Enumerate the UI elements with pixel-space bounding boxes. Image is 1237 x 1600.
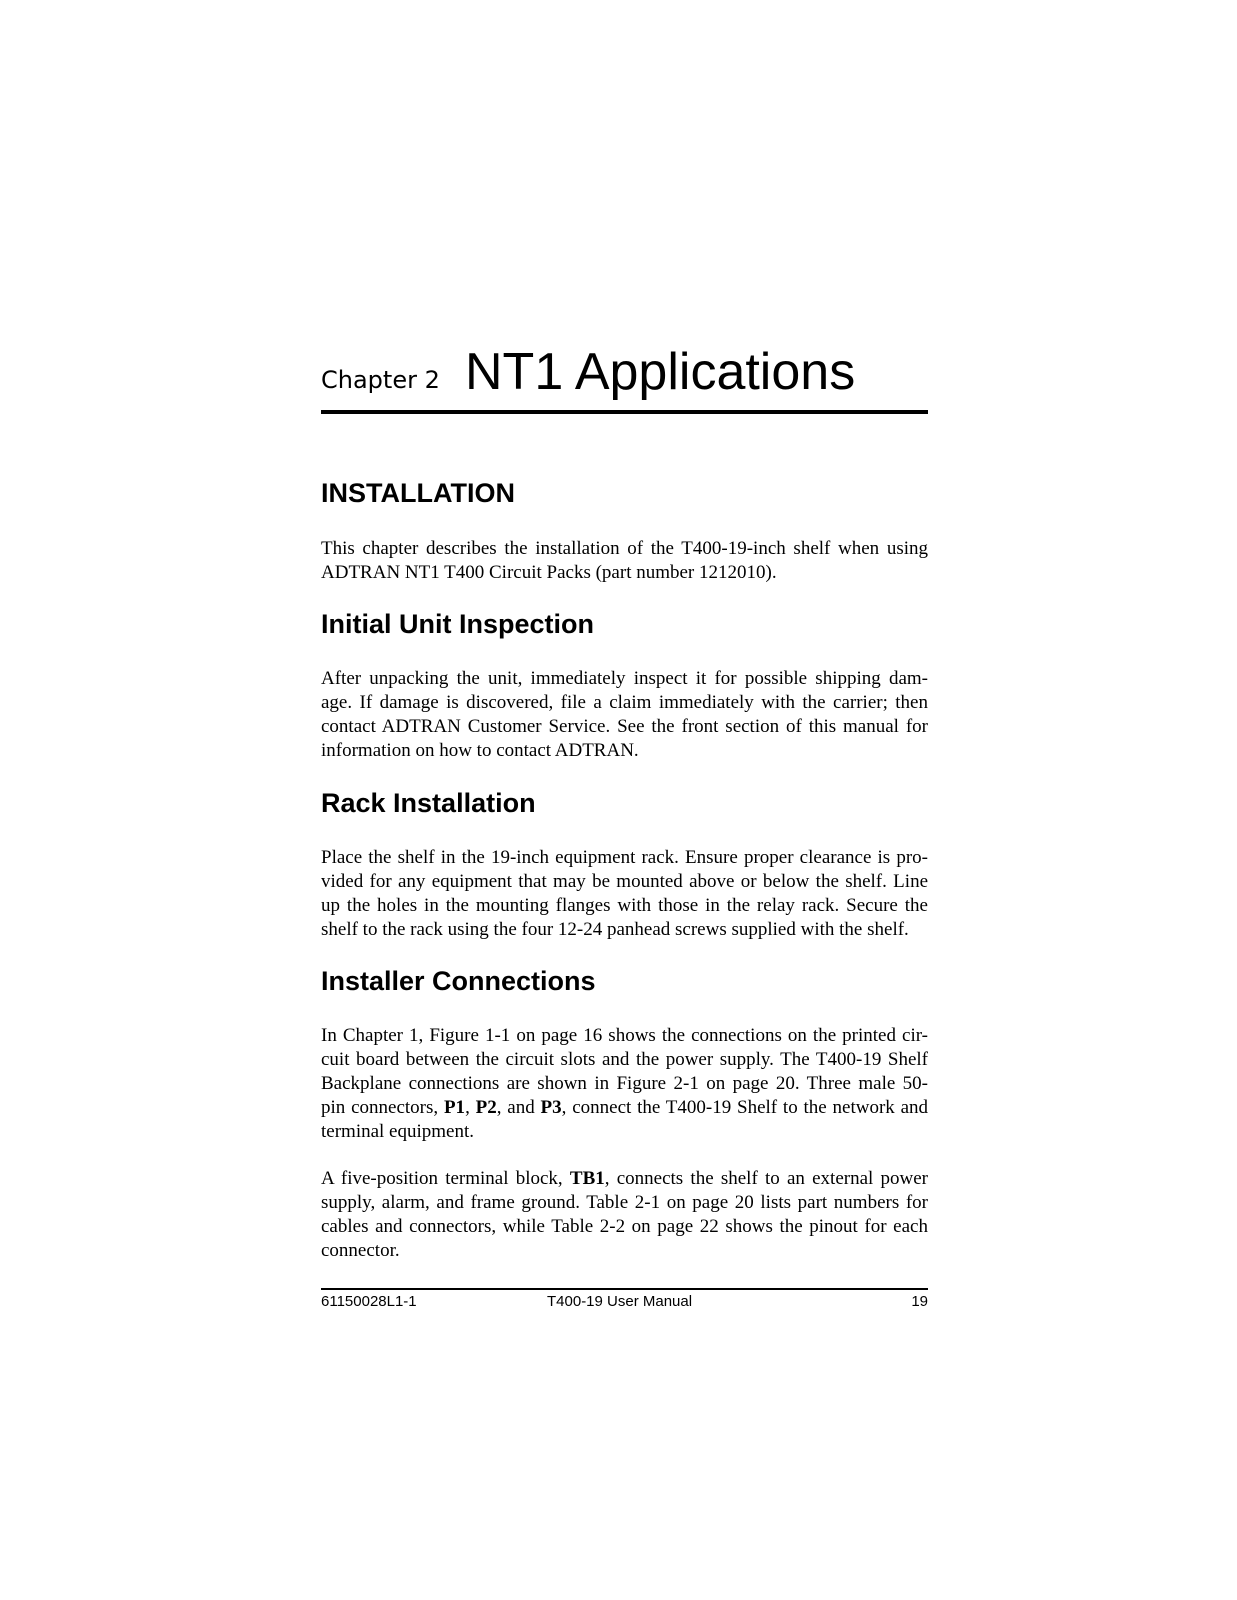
text-line: In Chapter 1, Figure 1-1 on page 16 shows the connections on the printed cir- (321, 1025, 928, 1046)
section-heading-installation: INSTALLATION (321, 478, 515, 508)
text-run: , and (496, 1097, 541, 1118)
text-line: Place the shelf in the 19-inch equipment rack. Ensure proper clearance is pro- (321, 847, 928, 868)
installation-paragraph (321, 537, 928, 585)
inspection-paragraph (321, 667, 928, 763)
text-line: After unpacking the unit, immediately inspect it for possible shipping dam- (321, 668, 928, 689)
document-page (321, 0, 928, 1600)
footer-page-number: 19 (911, 1293, 928, 1310)
text-line: information on how to contact ADTRAN. (321, 740, 639, 761)
subheading-initial-unit-inspection: Initial Unit Inspection (321, 609, 595, 639)
text-line: vided for any equipment that may be mounted above or below the shelf. Line (321, 871, 928, 892)
subheading-rack-installation: Rack Installation (321, 788, 536, 818)
connector-p1-label: P1 (443, 1097, 466, 1118)
footer-doc-number: 61150028L1-1 (321, 1293, 417, 1310)
text-line: terminal equipment. (321, 1121, 475, 1142)
text-line: This chapter describes the installation of the T400-19-inch shelf when using (321, 538, 928, 559)
chapter-header (321, 338, 928, 416)
footer-manual-title: T400-19 User Manual (547, 1293, 693, 1310)
chapter-title: NT1 Applications (465, 343, 856, 401)
text-line: contact ADTRAN Customer Service. See the front section of this manual for (321, 716, 928, 737)
text-line (321, 1096, 928, 1120)
terminal-block-label: TB1 (569, 1168, 605, 1189)
connections-paragraph-2 (321, 1167, 928, 1263)
connections-paragraph-1 (321, 1024, 928, 1144)
rack-paragraph (321, 846, 928, 942)
text-run: A five-position terminal block, (321, 1168, 570, 1189)
connector-p2-label: P2 (475, 1097, 497, 1118)
text-line: Backplane connections are shown in Figure 2-1 on page 20. Three male 50- (321, 1073, 928, 1094)
subheading-installer-connections: Installer Connections (321, 966, 596, 996)
chapter-rule (321, 410, 928, 414)
connector-p3-label: P3 (540, 1097, 562, 1118)
footer-rule (321, 1288, 928, 1290)
chapter-label: Chapter 2 (321, 366, 440, 394)
text-line: supply, alarm, and frame ground. Table 2-1 on page 20 lists part numbers for (321, 1192, 928, 1213)
text-line: shelf to the rack using the four 12-24 panhead screws supplied with the shelf. (321, 919, 909, 940)
text-run: , (465, 1097, 476, 1118)
text-line: connector. (321, 1240, 400, 1261)
text-line: cuit board between the circuit slots and the power supply. The T400-19 Shelf (321, 1049, 928, 1070)
text-line: cables and connectors, while Table 2-2 on page 22 shows the pinout for each (321, 1216, 928, 1237)
text-line: up the holes in the mounting flanges with those in the relay rack. Secure the (321, 895, 928, 916)
text-run: , connects the shelf to an external power (604, 1168, 929, 1189)
text-run: , connect the T400-19 Shelf to the network and (561, 1097, 929, 1118)
text-run: pin connectors, (321, 1097, 444, 1118)
text-line (321, 1167, 928, 1191)
text-line: ADTRAN NT1 T400 Circuit Packs (part number 1212010). (321, 562, 777, 583)
text-line: age. If damage is discovered, file a claim immediately with the carrier; then (321, 692, 928, 713)
